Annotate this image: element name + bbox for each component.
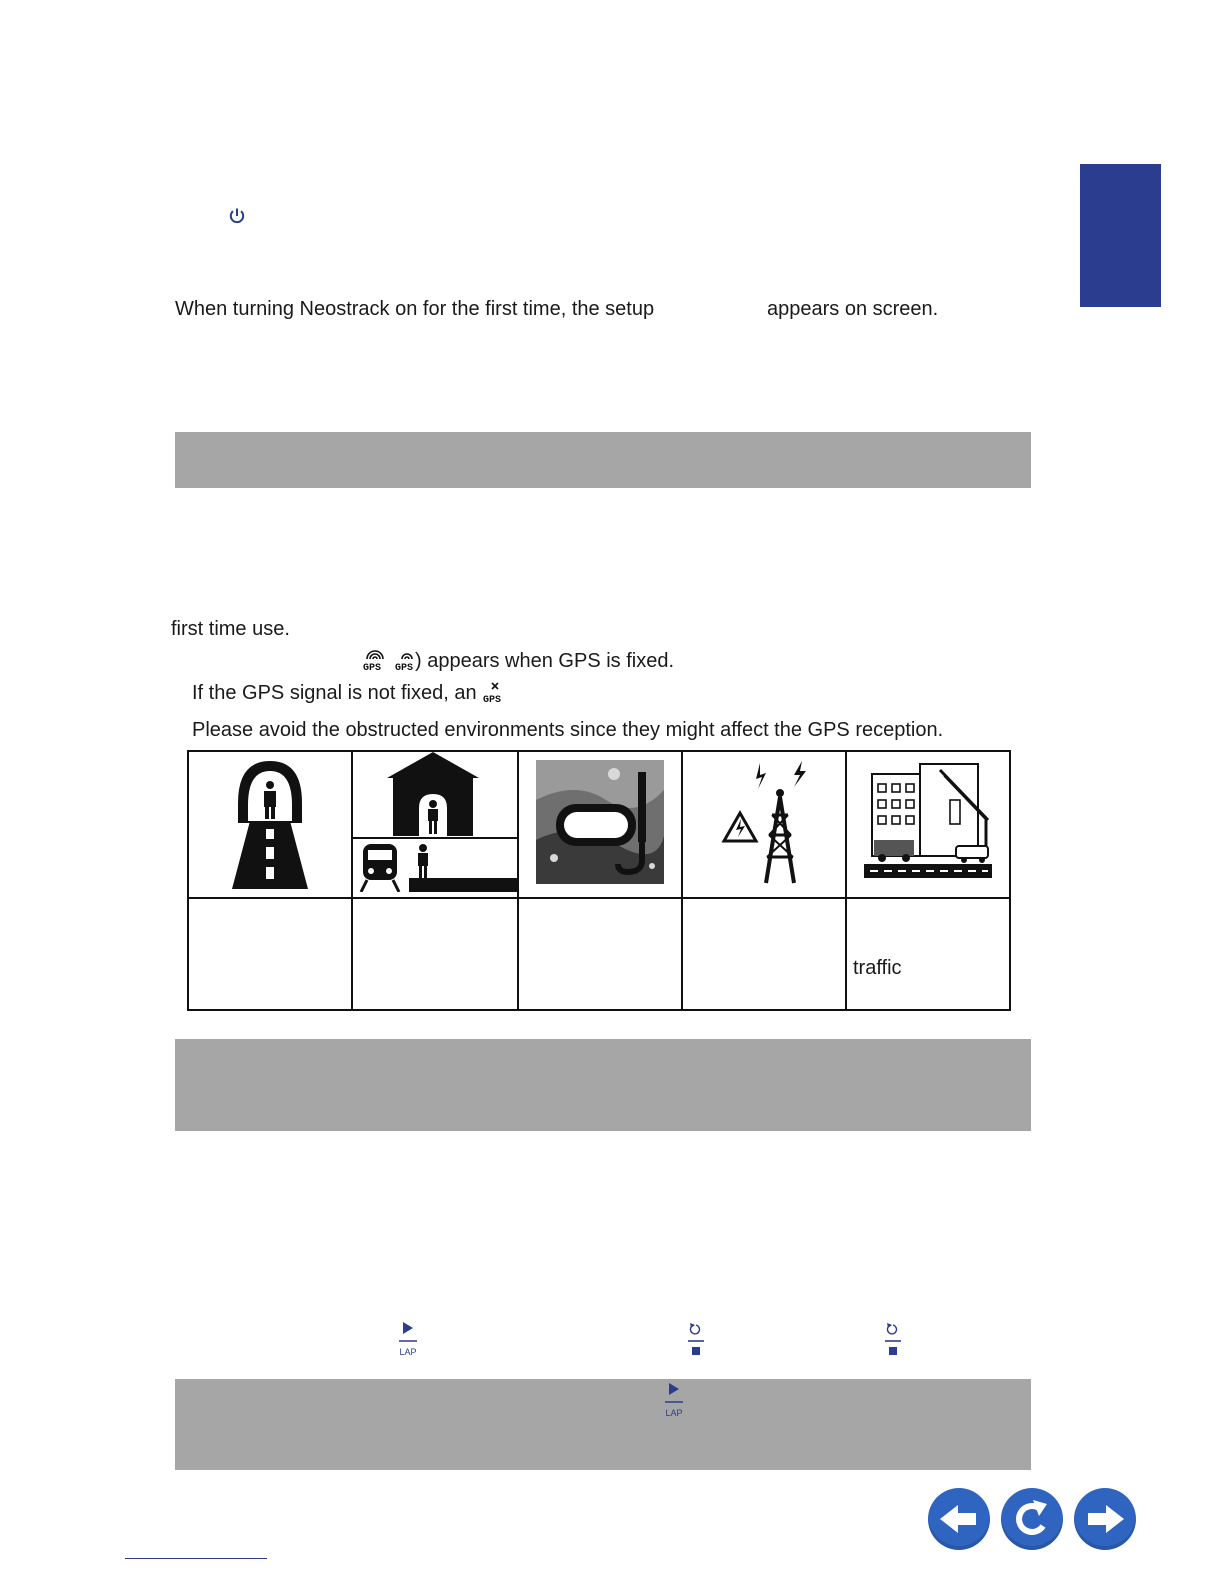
high-voltage-tower-cell [682, 751, 846, 898]
svg-text:GPS: GPS [363, 663, 382, 672]
forward-button[interactable] [1074, 1488, 1136, 1550]
gps-fixed-text: ) appears when GPS is fixed. [415, 650, 675, 672]
intro-text-part2: appears on screen. [767, 298, 939, 320]
reset-stop-icon [686, 1322, 706, 1358]
note-bar [175, 1039, 1031, 1131]
forward-arrow-icon [1074, 1488, 1136, 1550]
note-bar [175, 432, 1031, 488]
note-bar [175, 1379, 1031, 1470]
env-label-traffic: traffic [853, 957, 902, 979]
underwater-label-cell [518, 898, 682, 1010]
env-label [353, 899, 517, 957]
indoor-subway-label-cell [352, 898, 518, 1010]
lap-label: LAP [665, 1408, 683, 1418]
chapter-side-tab [1080, 164, 1161, 307]
gps-signal-strong-icon [362, 648, 388, 672]
indoor-subway-cell [352, 751, 518, 898]
high-voltage-label-cell [682, 898, 846, 1010]
indoor-subway-icon [353, 752, 517, 892]
intro-text-part1: When turning Neostrack on for the first time, the setup [175, 298, 655, 320]
gps-no-signal-icon [482, 680, 510, 704]
reset-stop-icon [883, 1322, 903, 1358]
svg-text:GPS: GPS [483, 695, 502, 704]
construction-traffic-cell [846, 751, 1010, 898]
back-arrow-icon [928, 1488, 990, 1550]
svg-text:GPS: GPS [395, 663, 414, 672]
power-icon [228, 207, 246, 225]
underwater-cell [518, 751, 682, 898]
high-voltage-tower-icon [694, 757, 834, 887]
env-label [683, 899, 845, 957]
env-label [189, 899, 351, 957]
construction-label-cell [846, 898, 1010, 1010]
refresh-button[interactable] [1001, 1488, 1063, 1550]
gps-avoid-text: Please avoid the obstructed environments since they might affect the GPS reception. [192, 719, 944, 741]
tunnel-label-cell [188, 898, 352, 1010]
construction-traffic-icon [860, 760, 996, 884]
footer-divider [125, 1558, 267, 1559]
first-time-use-text: first time use. [171, 618, 290, 640]
refresh-icon [1001, 1488, 1063, 1550]
lap-label: LAP [399, 1347, 417, 1357]
env-label [519, 899, 681, 957]
tunnel-cell [188, 751, 352, 898]
gps-not-fixed-text: If the GPS signal is not fixed, an [192, 682, 477, 704]
obstructed-environments-table [187, 750, 1011, 1011]
back-button[interactable] [928, 1488, 990, 1550]
underwater-icon [536, 760, 664, 884]
tunnel-icon [220, 755, 320, 889]
